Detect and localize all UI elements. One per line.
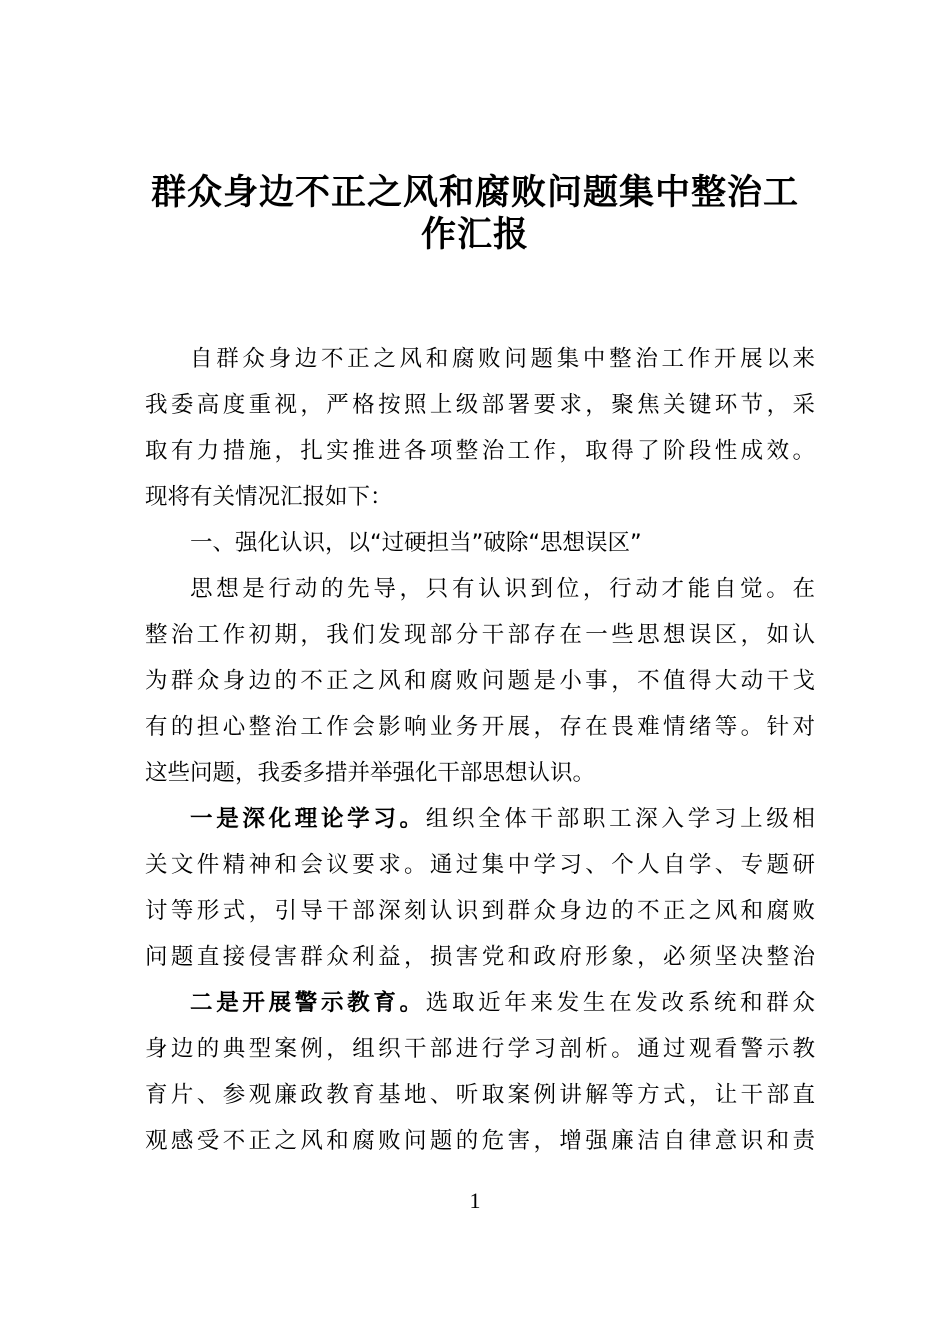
intro-line: 自群众身边不正之风和腐败问题集中整治工作开展以来 xyxy=(190,346,815,372)
document-body xyxy=(145,336,815,1164)
intro-line: 我委高度重视，严格按照上级部署要求，聚焦关键环节，采 xyxy=(145,392,815,418)
section-heading: 一、强化认识，以“过硬担当”破除“思想误区” xyxy=(190,530,642,556)
paragraph-line: 观感受不正之风和腐败问题的危害，增强廉洁自律意识和责 xyxy=(145,1128,815,1154)
item-text: 选取近年来发生在发改系统和群众 xyxy=(425,990,815,1016)
intro-line: 取有力措施，扎实推进各项整治工作，取得了阶段性成效。 xyxy=(145,438,815,464)
document-title-line-2: 作汇报 xyxy=(420,214,529,255)
paragraph-line: 讨等形式，引导干部深刻认识到群众身边的不正之风和腐败 xyxy=(145,898,815,924)
item-lead: 一是深化理论学习。 xyxy=(190,806,426,832)
paragraph-line: 身边的典型案例，组织干部进行学习剖析。通过观看警示教 xyxy=(145,1036,815,1062)
document-title-line-1: 群众身边不正之风和腐败问题集中整治工 xyxy=(150,172,799,213)
intro-line: 现将有关情况汇报如下： xyxy=(145,484,393,510)
paragraph-line: 关文件精神和会议要求。通过集中学习、个人自学、专题研 xyxy=(145,852,815,878)
paragraph-line: 这些问题，我委多措并举强化干部思想认识。 xyxy=(145,760,596,786)
item-first-line xyxy=(145,980,815,1026)
paragraph-line: 有的担心整治工作会影响业务开展，存在畏难情绪等。针对 xyxy=(145,714,815,740)
paragraph-line: 整治工作初期，我们发现部分干部存在一些思想误区，如认 xyxy=(145,622,815,648)
paragraph-line: 思想是行动的先导，只有认识到位，行动才能自觉。在 xyxy=(190,576,815,602)
item-lead: 二是开展警示教育。 xyxy=(190,990,426,1016)
paragraph-line: 问题直接侵害群众利益，损害党和政府形象，必须坚决整治 xyxy=(145,944,815,970)
page-number: 1 xyxy=(469,1188,481,1213)
paragraph-line: 为群众身边的不正之风和腐败问题是小事，不值得大动干戈 xyxy=(145,668,815,694)
item-first-line xyxy=(145,796,815,842)
paragraph-line: 育片、参观廉政教育基地、听取案例讲解等方式，让干部直 xyxy=(145,1082,815,1108)
item-text: 组织全体干部职工深入学习上级相 xyxy=(425,806,815,832)
